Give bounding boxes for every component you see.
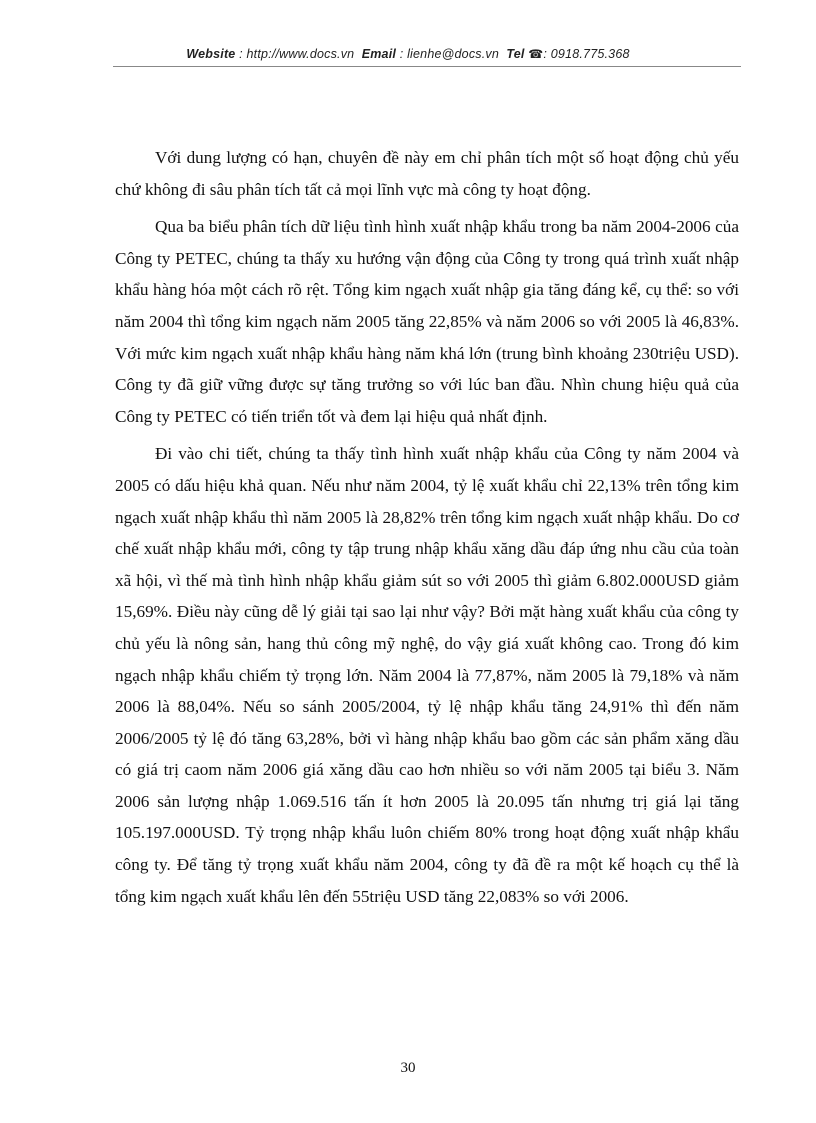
document-body [115, 142, 739, 912]
paragraph-1: Với dung lượng có hạn, chuyên đề này em chỉ phân tích một số hoạt động chủ yếu chứ không đi sâu phân tích tất cả mọi lĩnh vực mà công ty hoạt động. [115, 148, 739, 199]
website-value: : http://www.docs.vn [239, 47, 355, 61]
page-number: 30 [400, 1060, 416, 1076]
page-header [0, 47, 816, 61]
tel-value: : 0918.775.368 [543, 47, 630, 61]
phone-icon: ☎ [528, 47, 544, 61]
website-label: Website [186, 47, 236, 61]
header-divider [113, 66, 741, 67]
paragraph-3: Đi vào chi tiết, chúng ta thấy tình hình xuất nhập khẩu của Công ty năm 2004 và 2005 có dấu hiệu khả quan. Nếu như năm 2004, tỷ lệ xuất khẩu chỉ 22,13% trên tổng kim ngạch xuất nhập khẩu thì năm 2005 là 28,82% trên tổng kim ngạch xuất nhập khẩu. Do cơ chế xuất nhập khẩu mới, công ty tập trung nhập khẩu xăng dầu đáp ứng nhu cầu của toàn xã hội, vì thế mà tình hình nhập khẩu giảm sút so với 2005 thì giảm 6.802.000USD giảm 15,69%. Điều này cũng dễ lý giải tại sao lại như vậy? Bởi mặt hàng xuất khẩu của công ty chủ yếu là nông sản, hang thủ công mỹ nghệ, do vậy giá xuất không cao. Trong đó kim ngạch nhập khẩu chiếm tỷ trọng lớn. Năm 2004 là 77,87%, năm 2005 là 79,18% và năm 2006 là 88,04%. Nếu so sánh 2005/2004, tỷ lệ nhập khẩu tăng 24,91% thì đến năm 2006/2005 tỷ lệ đó tăng 63,28%, bởi vì hàng nhập khẩu bao gồm các sản phẩm xăng dầu có giá trị caom năm 2006 giá xăng dầu cao hơn nhiều so với năm 2005 tại biểu 3. Năm 2006 sản lượng nhập 1.069.516 tấn ít hơn 2005 là 20.095 tấn nhưng trị giá lại tăng 105.197.000USD. Tỷ trọng nhập khẩu luôn chiếm 80% trong hoạt động xuất nhập khẩu công ty. Để tăng tỷ trọng xuất khẩu năm 2004, công ty đã đề ra một kế hoạch cụ thể là tổng kim ngạch xuất khẩu lên đến 55triệu USD tăng 22,083% so với 2006. [115, 444, 739, 906]
tel-label: Tel [506, 47, 525, 61]
paragraph-2: Qua ba biểu phân tích dữ liệu tình hình xuất nhập khẩu trong ba năm 2004-2006 của Công ty PETEC, chúng ta thấy xu hướng vận động của Công ty trong quá trình xuất nhập khẩu hàng hóa một cách rõ rệt. Tổng kim ngạch xuất nhập gia tăng đáng kể, cụ thể: so với năm 2004 thì tổng kim ngạch năm 2005 tăng 22,85% và năm 2006 so với 2005 là 46,83%. Với mức kim ngạch xuất nhập khẩu hàng năm khá lớn (trung bình khoảng 230triệu USD). Công ty đã giữ vững được sự tăng trưởng so với lúc ban đầu. Nhìn chung hiệu quả của Công ty PETEC có tiến triển tốt và đem lại hiệu quả nhất định. [115, 217, 739, 426]
email-value: : lienhe@docs.vn [399, 47, 500, 61]
email-label: Email [361, 47, 397, 61]
